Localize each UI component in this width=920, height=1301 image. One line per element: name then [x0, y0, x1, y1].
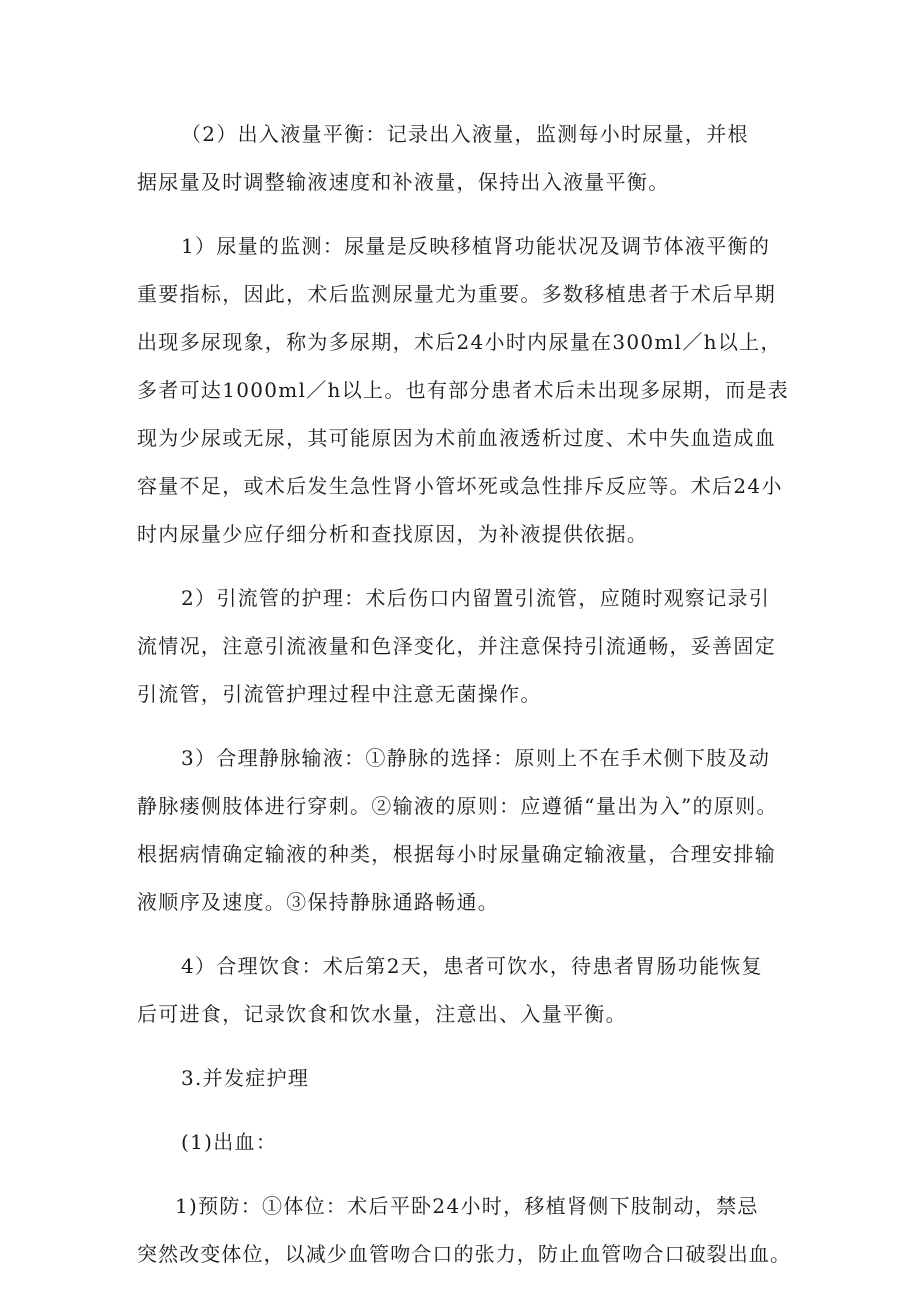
subsection-heading-bleeding — [137, 1118, 793, 1166]
paragraph-fluid-balance — [137, 110, 793, 206]
text-line: (1)出血： — [181, 1130, 278, 1154]
text-line: 容量不足，或术后发生急性肾小管坏死或急性排斥反应等。术后24小 — [137, 474, 783, 498]
text-line: 引流管，引流管护理过程中注意无菌操作。 — [137, 682, 542, 706]
text-line: 3）合理静脉输液：①静脉的选择：原则上不在手术侧下肢及动 — [181, 746, 771, 770]
text-line: 1)预防：①体位：术后平卧24小时，移植肾侧下肢制动，禁忌 — [175, 1194, 759, 1218]
text-line: （2）出入液量平衡：记录出入液量，监测每小时尿量，并根 — [181, 122, 749, 146]
text-line: 静脉瘘侧肢体进行穿刺。②输液的原则：应遵循“量出为入”的原则。 — [137, 794, 778, 818]
text-line: 液顺序及速度。③保持静脉通路畅通。 — [137, 890, 500, 914]
text-line: 后可进食，记录饮食和饮水量，注意出、入量平衡。 — [137, 1002, 627, 1026]
paragraph-urine-monitoring — [137, 222, 793, 558]
text-line: 重要指标，因此，术后监测尿量尤为重要。多数移植患者于术后早期 — [137, 282, 776, 306]
text-line: 据尿量及时调整输液速度和补液量，保持出入液量平衡。 — [137, 170, 670, 194]
text-line: 2）引流管的护理：术后伤口内留置引流管，应随时观察记录引 — [181, 586, 771, 610]
text-line: 现为少尿或无尿，其可能原因为术前血液透析过度、术中失血造成血 — [137, 426, 776, 450]
text-line: 时内尿量少应仔细分析和查找原因，为补液提供依据。 — [137, 522, 649, 546]
section-heading-complications — [137, 1054, 793, 1102]
text-line: 突然改变体位，以减少血管吻合口的张力，防止血管吻合口破裂出血。 — [137, 1242, 792, 1266]
text-line: 出现多尿现象，称为多尿期，术后24小时内尿量在300ml／h以上， — [137, 330, 782, 354]
paragraph-drainage-care — [137, 574, 793, 718]
paragraph-diet — [137, 942, 793, 1038]
document-body — [137, 110, 793, 1294]
paragraph-iv-infusion — [137, 734, 793, 926]
paragraph-bleeding-prevention — [137, 1182, 793, 1278]
text-line: 1）尿量的监测：尿量是反映移植肾功能状况及调节体液平衡的 — [181, 234, 771, 258]
text-line: 流情况，注意引流液量和色泽变化，并注意保持引流通畅，妥善固定 — [137, 634, 776, 658]
text-line: 多者可达1000ml／h以上。也有部分患者术后未出现多尿期，而是表 — [137, 378, 790, 402]
text-line: 3.并发症护理 — [181, 1066, 310, 1090]
text-line: 根据病情确定输液的种类，根据每小时尿量确定输液量，合理安排输 — [137, 842, 776, 866]
text-line: 4）合理饮食：术后第2天，患者可饮水，待患者胃肠功能恢复 — [181, 954, 763, 978]
